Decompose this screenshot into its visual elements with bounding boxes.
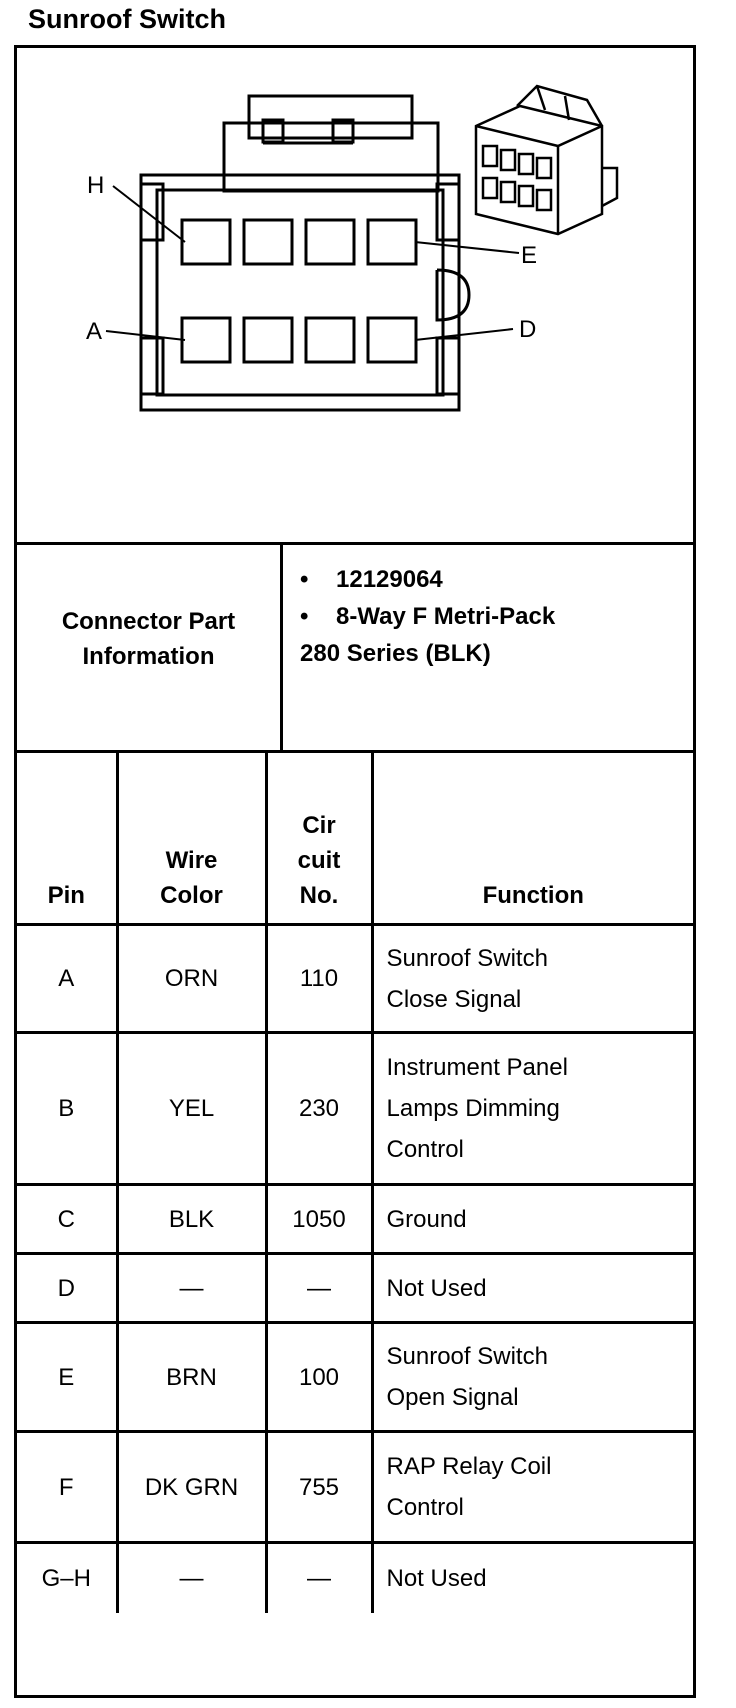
cell-pin: G–H <box>17 1543 117 1613</box>
list-item <box>300 561 555 598</box>
cell-function: Sunroof Switch Open Signal <box>372 1323 693 1432</box>
cell-function: Not Used <box>372 1543 693 1613</box>
cell-circuit: — <box>266 1543 372 1613</box>
cell-function: Not Used <box>372 1254 693 1323</box>
cell-wire-color: ORN <box>117 925 266 1033</box>
header-function: Function <box>372 750 693 925</box>
bullet-icon: • <box>300 603 309 630</box>
connector-face-drawing <box>17 48 693 542</box>
cell-wire-color: YEL <box>117 1033 266 1185</box>
cell-pin: F <box>17 1432 117 1543</box>
list-item <box>300 598 555 635</box>
pin-label-e: E <box>521 242 538 269</box>
table-row <box>17 1033 693 1185</box>
cell-function: Instrument Panel Lamps Dimming Control <box>372 1033 693 1185</box>
header-circuit-no: Cir cuit No. <box>266 750 372 925</box>
cell-circuit: — <box>266 1254 372 1323</box>
table-row <box>17 1254 693 1323</box>
connector-info-label-line1: Connector Part <box>61 607 236 635</box>
cell-circuit: 100 <box>266 1323 372 1432</box>
table-row <box>17 925 693 1033</box>
pin-label-a: A <box>86 318 103 345</box>
pin-label-h: H <box>87 172 105 199</box>
cell-pin: A <box>17 925 117 1033</box>
header-wire-color: Wire Color <box>117 750 266 925</box>
cell-pin: C <box>17 1185 117 1254</box>
connector-info-label <box>17 545 283 750</box>
cell-circuit: 755 <box>266 1432 372 1543</box>
cell-wire-color: — <box>117 1543 266 1613</box>
cell-pin: E <box>17 1323 117 1432</box>
page-title: Sunroof Switch <box>28 4 226 34</box>
cell-circuit: 110 <box>266 925 372 1033</box>
connector-diagram <box>17 48 693 545</box>
pin-label-d: D <box>519 316 537 343</box>
header-pin: Pin <box>17 750 117 925</box>
cell-function: RAP Relay Coil Control <box>372 1432 693 1543</box>
part-number: 12129064 <box>336 566 443 593</box>
connector-part-information <box>17 545 693 753</box>
table-row <box>17 1543 693 1613</box>
table-row <box>17 1323 693 1432</box>
cell-function: Sunroof Switch Close Signal <box>372 925 693 1033</box>
cell-wire-color: BLK <box>117 1185 266 1254</box>
connector-sheet <box>14 45 696 1698</box>
cell-wire-color: DK GRN <box>117 1432 266 1543</box>
cell-wire-color: — <box>117 1254 266 1323</box>
connector-series: 280 Series (BLK) <box>300 640 491 667</box>
table-row <box>17 1432 693 1543</box>
bullet-icon: • <box>300 566 309 593</box>
connector-info-label-line2: Information <box>82 642 215 670</box>
pinout-table <box>17 750 693 1613</box>
table-header-row <box>17 750 693 925</box>
cell-pin: B <box>17 1033 117 1185</box>
cell-circuit: 230 <box>266 1033 372 1185</box>
table-row <box>17 1185 693 1254</box>
cell-circuit: 1050 <box>266 1185 372 1254</box>
cell-pin: D <box>17 1254 117 1323</box>
connector-iso-icon <box>476 86 617 234</box>
connector-info-list <box>300 561 555 672</box>
cell-wire-color: BRN <box>117 1323 266 1432</box>
connector-type: 8-Way F Metri-Pack <box>336 603 556 630</box>
cell-function: Ground <box>372 1185 693 1254</box>
